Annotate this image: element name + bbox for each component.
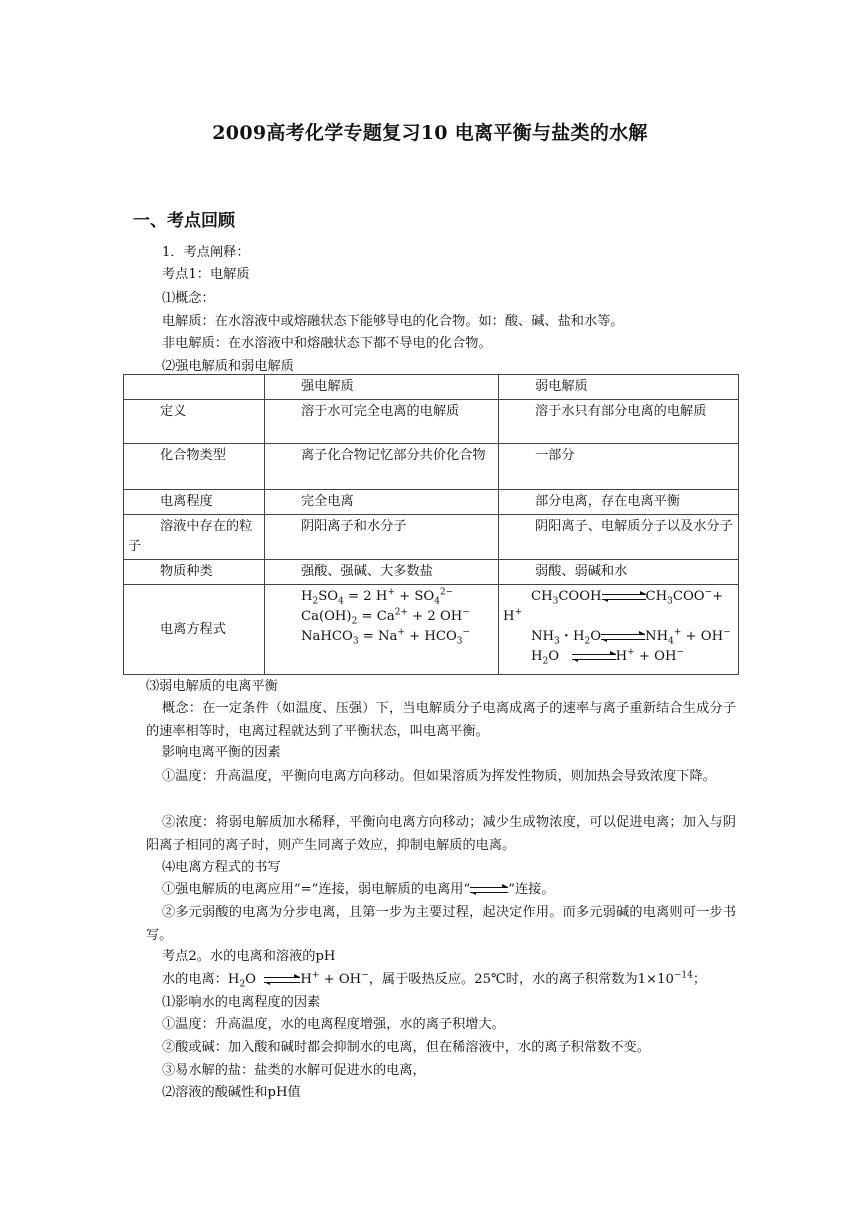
- equilibrium-arrow-icon: [602, 592, 646, 602]
- text-line: ②酸或碱：加入酸和碱时都会抑制水的电离，但在稀溶液中，水的离子积常数不变。: [162, 1040, 650, 1055]
- equation: $H_2SO_4 = 2$ $H^+ + SO_4^{2-}$: [301, 587, 454, 607]
- strong-equations: [265, 585, 499, 675]
- table-cell: [124, 375, 265, 400]
- text-fragment: ；: [692, 972, 707, 987]
- table-cell: 一部分: [499, 444, 739, 490]
- table-cell: 离子化合物记忆部分共价化合物: [265, 444, 499, 490]
- text-fragment: ，属于吸热反应。25℃时，水的离子积常数为1×10: [368, 972, 674, 987]
- text-line: ⑵强电解质和弱电解质: [162, 359, 294, 374]
- table-cell: 溶于水可完全电离的电解质: [265, 400, 499, 444]
- text-line: 1．考点阐释：: [162, 245, 250, 260]
- text-line: ①温度：升高温度，水的电离程度增强，水的离子积增大。: [162, 1017, 505, 1032]
- paragraph: ①温度：升高温度，平衡向电离方向移动。但如果溶质为挥发性物质，则加热会导致浓度下降。: [162, 769, 716, 784]
- table-cell: 溶于水只有部分电离的电解质: [499, 400, 739, 444]
- text-fragment: 水的电离：H: [162, 972, 240, 987]
- text-line: 考点1：电解质: [162, 267, 250, 282]
- row-label: 电离程度: [124, 490, 265, 515]
- equation: $NH_3$・$H_2O$ $NH_4^+ + OH^-$: [531, 627, 731, 647]
- text-line: 非电解质：在水溶液中和熔融状态下都不导电的化合物。: [162, 336, 492, 351]
- text-line: ⑶弱电解质的电离平衡: [146, 679, 278, 694]
- text-line: ⑵溶液的酸碱性和pH值: [162, 1085, 301, 1100]
- text-line: 水的电离：$H_2O$ H+ + OH−，属于吸热反应。25℃时，水的离子积常数为$1\times 10^{-14}$；: [162, 970, 707, 990]
- equation: H+: [503, 607, 523, 624]
- equation: $Ca(OH)_2 = Ca^{2+} + 2$ OH−: [301, 607, 470, 627]
- text-line: 电解质：在水溶液中或熔融状态下能够导电的化合物。如：酸、碱、盐和水等。: [162, 314, 624, 329]
- equation: $CH_3COOH$ $CH_3COO^-+$: [531, 587, 724, 607]
- paragraph: ②多元弱酸的电离为分步电离，且第一步为主要过程，起决定作用。而多元弱碱的电离则可一步书写。: [146, 905, 736, 943]
- equilibrium-arrow-icon: [470, 885, 508, 895]
- equation: NaHCO$_3$ = $Na^+ + HCO_3^-$: [301, 627, 471, 647]
- section-heading: 一、考点回顾: [133, 211, 235, 231]
- text-line: [162, 881, 555, 899]
- row-label: 定义: [124, 400, 265, 444]
- page-title: 2009高考化学专题复习10 电离平衡与盐类的水解: [212, 122, 648, 144]
- text-fragment: ”连接。: [508, 882, 555, 897]
- table-cell: 强酸、强碱、大多数盐: [265, 560, 499, 585]
- row-label: 化合物类型: [124, 444, 265, 490]
- table-cell: 部分电离，存在电离平衡: [499, 490, 739, 515]
- table-cell: 阴阳离子和水分子: [265, 515, 499, 560]
- table-header: 强电解质: [265, 375, 499, 400]
- equilibrium-arrow-icon: [264, 975, 300, 985]
- electrolyte-table: [123, 374, 739, 675]
- text-line: ⑷电离方程式的书写: [162, 860, 281, 875]
- equilibrium-arrow-icon: [601, 632, 645, 642]
- row-label: 电离方程式: [124, 585, 265, 675]
- weak-equations: [499, 585, 739, 675]
- text-line: ⑴概念：: [162, 291, 215, 306]
- equilibrium-arrow-icon: [572, 652, 616, 662]
- table-cell: 阴阳离子、电解质分子以及水分子: [499, 515, 739, 560]
- text-line: 影响电离平衡的因素: [162, 745, 281, 760]
- paragraph: 概念：在一定条件（如温度、压强）下，当电解质分子电离成离子的速率与离子重新结合生成分子的速率相等时，电离过程就达到了平衡状态，叫电离平衡。: [146, 701, 736, 739]
- row-label: 溶液中存在的粒子: [124, 515, 265, 560]
- paragraph: ②浓度：将弱电解质加水稀释，平衡向电离方向移动；减少生成物浓度，可以促进电离；加入与阴阳离子相同的离子时，则产生同离子效应，抑制电解质的电离。: [146, 815, 736, 853]
- text-line: 考点2。水的电离和溶液的pH: [162, 949, 336, 964]
- row-label: 物质种类: [124, 560, 265, 585]
- text-line: ⑴影响水的电离程度的因素: [162, 995, 321, 1010]
- equation: $H_2O$ H+ + OH−: [531, 647, 684, 667]
- table-cell: 弱酸、弱碱和水: [499, 560, 739, 585]
- text-line: ③易水解的盐：盐类的水解可促进水的电离，: [162, 1063, 426, 1078]
- table-cell: 完全电离: [265, 490, 499, 515]
- table-header: 弱电解质: [499, 375, 739, 400]
- text-fragment: ①强电解质的电离应用“=”连接，弱电解质的电离用“: [162, 882, 471, 897]
